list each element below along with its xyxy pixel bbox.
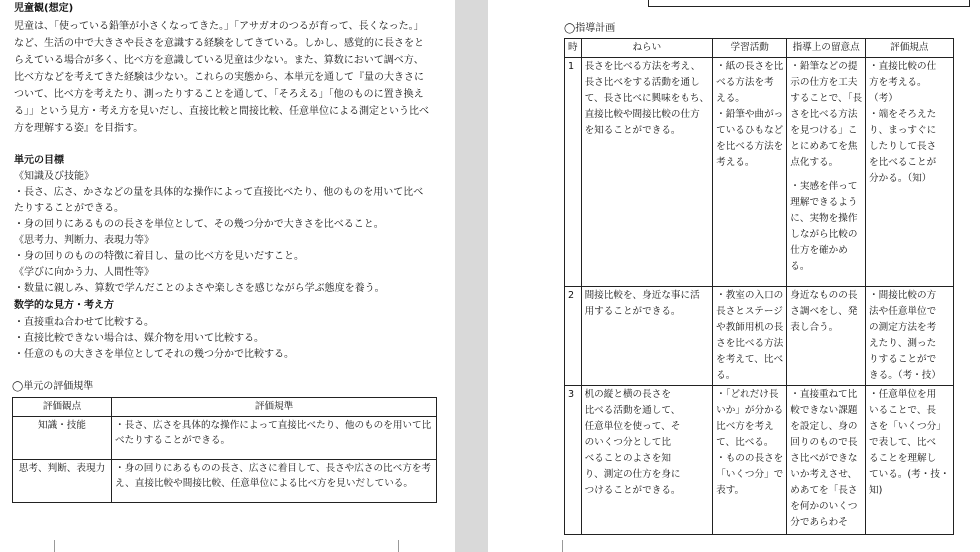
plan-activity [713, 386, 787, 535]
notes-line: 仕方を確かめ [790, 245, 848, 256]
notes-line: 示の仕方を工夫 [790, 77, 858, 88]
rubric-criteria-line: ・長さ、広さを具体的な操作によって直接比べたり、他のものを用いて比 [115, 420, 432, 431]
evaluation-line: したりして長さ [869, 141, 937, 152]
notes-line: を何かのいくつ [790, 501, 858, 512]
aim-line: 比べる活動を通して、 [584, 405, 681, 416]
activity-line: る。 [716, 370, 736, 381]
child-view-line: など、生活の中で大きさや長さを意識する経験をしてきている。しかし、感覚的に長さをと [14, 38, 424, 49]
plan-time: 2 [565, 287, 582, 386]
plan-header-aim: ねらい [581, 39, 713, 58]
evaluation-line: ることを理解し [869, 453, 937, 464]
notes-line: に、実物を操作 [790, 213, 858, 224]
activity-line: ・「どれだけ長 [716, 389, 779, 400]
notes-line: ・鉛筆などの提 [790, 61, 858, 72]
rubric-criteria-line: べたりすることができる。 [115, 435, 231, 446]
teaching-plan-table [564, 38, 954, 535]
notes-line: することで、「長 [790, 93, 863, 104]
activity-line: を比べる方法を [716, 141, 784, 152]
goal-line: ・数量に親しみ、算数で学んだことのよさや楽しさを感じながら学ぶ態度を養う。 [14, 283, 385, 294]
activity-line: 表す。 [716, 485, 745, 496]
rubric-aspect: 知識・技能 [13, 417, 112, 460]
plan-time: 3 [565, 386, 582, 535]
math-view-heading: 数学的な見方・考え方 [14, 300, 114, 311]
notes-line: 理解できるよう [790, 197, 858, 208]
evaluation-line: り、まっすぐに [869, 125, 937, 136]
notes-line: 身近なものの長 [790, 290, 858, 301]
notes-line: さ調べをし、発 [790, 306, 858, 317]
aim-line: 任意単位を使って、そ [584, 421, 681, 432]
plan-row [565, 287, 954, 386]
activity-line: いか」が分かる [716, 405, 784, 416]
notes-line: いか考えさせ、 [790, 469, 858, 480]
notes-line: 較できない課題 [790, 405, 858, 416]
notes-line: を設定し、身の [790, 421, 858, 432]
activity-line: や教師用机の長 [716, 322, 784, 333]
plan-notes [787, 386, 866, 535]
plan-row [565, 386, 954, 535]
activity-line: さを比べる方法 [716, 338, 784, 349]
plan-row [565, 58, 954, 287]
math-view-line: ・直接比較できない場合は、媒介物を用いて比較する。 [14, 333, 264, 344]
aim-line: 直接比較や間接比較の仕方 [584, 109, 700, 120]
evaluation-line: えたり、測った [869, 338, 937, 349]
rubric-heading: ◯単元の評価規準 [12, 381, 94, 392]
activity-line: 考える。 [716, 157, 755, 168]
goal-line: ・身の回りのものの特徴に着目し、量の比べ方を見いだすこと。 [14, 251, 304, 262]
plan-notes [787, 287, 866, 386]
aim-line: 長さを比べる方法を考え、 [584, 61, 701, 72]
notes-line: めあてを「長さ [790, 485, 858, 496]
evaluation-line: で表して、比べ [869, 437, 937, 448]
notes-line: 回りのもので長 [790, 437, 858, 448]
evaluation-line: 知) [869, 485, 883, 496]
goal-line: 《学びに向かう力、人間性等》 [14, 267, 154, 278]
page-corner-mark [44, 540, 55, 552]
plan-evaluation [866, 58, 954, 287]
rubric-criteria-line: ・身の回りにあるものの長さ、広さに着目して、長さや広さの比べ方を考 [115, 463, 432, 474]
plan-notes [787, 58, 866, 287]
plan-activity [713, 58, 787, 287]
plan-aim [581, 386, 713, 535]
child-view-heading: 児童観(想定) [14, 3, 74, 14]
evaluation-line: 方を考える。 [869, 77, 927, 88]
plan-time: 1 [565, 58, 582, 287]
child-view-line: らえている場合が多く、比べ方を意識している児童は少ない。また、算数において調べ方、 [14, 55, 424, 66]
notes-line: さ比べができな [790, 453, 858, 464]
unit-goal-heading: 単元の目標 [14, 155, 64, 166]
aim-line: 用することができる。 [584, 306, 681, 317]
left-document-page [0, 0, 455, 552]
plan-aim [581, 287, 713, 386]
notes-line: 表し合う。 [790, 322, 839, 333]
plan-evaluation [866, 386, 954, 535]
evaluation-line: りすることがで [869, 354, 937, 365]
activity-line: ・教室の入口の [716, 290, 784, 301]
activity-line: ているひもなど [716, 125, 784, 136]
child-view-line: ついて、比べ方を考えたり、測ったりすることを通して、「そろえる」「他のものに置き換え [14, 89, 424, 100]
evaluation-line: 法や任意単位で [869, 306, 937, 317]
evaluation-line: ・端をそろえた [869, 109, 937, 120]
previous-table-edge [648, 0, 970, 7]
math-view-line: ・任意のもの大きさを単位としてそれの幾つ分かで比較する。 [14, 349, 294, 360]
evaluation-line: さを「いくつ分」 [869, 421, 946, 432]
activity-line: ・紙の長さを比 [716, 61, 784, 72]
plan-header-activity: 学習活動 [713, 39, 787, 58]
rubric-row [13, 460, 437, 503]
aim-line: り、測定の仕方を身に [584, 469, 681, 480]
rubric-row [13, 417, 437, 460]
evaluation-line: を比べることが [869, 157, 937, 168]
rubric-criteria-line: え、直接比較や間接比較、任意単位による比べ方を見いだしている。 [115, 478, 413, 489]
notes-line: 点化する。 [790, 157, 839, 168]
goal-line: ・長さ、広さ、かさなどの量を具体的な操作によって直接比べたり、他のものを用いて比べ [14, 187, 424, 198]
aim-line: 机の縦と横の長さを [584, 389, 671, 400]
plan-aim [581, 58, 713, 287]
notes-line: さを比べる方法 [790, 109, 858, 120]
notes-line: 分であらわそ [790, 517, 848, 528]
page-corner-mark [398, 540, 409, 552]
math-view-line: ・直接重ね合わせて比較する。 [14, 317, 154, 328]
rubric-criteria [112, 417, 437, 460]
page-corner-mark [552, 540, 563, 552]
activity-line: 「いくつ分」で [716, 469, 784, 480]
rubric-header-aspect: 評価観点 [13, 398, 112, 417]
activity-line: を考えて、比べ [716, 354, 784, 365]
child-view-line: る」」という見方・考え方を見いだし、直接比較と間接比較、任意単位による測定という比べ [14, 106, 429, 117]
activity-line: ・ものの長さを [716, 453, 784, 464]
right-document-page [488, 0, 980, 552]
rubric-header-criteria: 評価規準 [112, 398, 437, 417]
plan-header-notes: 指導上の留意点 [787, 39, 866, 58]
activity-line: べる方法を考 [716, 77, 774, 88]
teaching-plan-heading: ◯指導計画 [564, 23, 616, 34]
evaluation-line: ている。(考・技・ [869, 469, 950, 480]
plan-header-time: 時 [565, 39, 582, 58]
child-view-line: 児童は、「使っている鉛筆が小さくなってきた。」「アサガオのつるが育って、長くなった。」 [14, 21, 424, 32]
plan-activity [713, 287, 787, 386]
aim-line: を知ることができる。 [584, 125, 681, 136]
aim-line: 間接比較を、身近な事に活 [584, 290, 700, 301]
activity-line: 長さとステージ [716, 306, 783, 317]
notes-line: とにめあてを焦 [790, 141, 858, 152]
activity-line: える。 [716, 93, 745, 104]
aim-line: て、長さ比べに興味をもち、 [584, 93, 710, 104]
aim-line: 長さ比べをする活動を通し [584, 77, 700, 88]
goal-line: 《知識及び技能》 [14, 171, 94, 182]
goal-line: 《思考力、判断力、表現力等》 [14, 235, 154, 246]
evaluation-line: ・間接比較の方 [869, 290, 937, 301]
plan-header-evaluation: 評価規点 [866, 39, 954, 58]
evaluation-line: ・直接比較の仕 [869, 61, 937, 72]
evaluation-line: ・任意単位を用 [869, 389, 937, 400]
evaluation-line: の測定方法を考 [869, 322, 937, 333]
goal-line: たりすることができる。 [14, 203, 124, 214]
notes-line: ・実感を伴って [790, 181, 858, 192]
activity-line: 比べ方を考え [716, 421, 774, 432]
activity-line: て、比べる。 [716, 437, 774, 448]
child-view-line: 比べ方などを考えてきた経験は少ない。これらの実態から、本単元を通して『量の大きさに [14, 72, 424, 83]
child-view-line: 方を理解する姿』を目指す。 [14, 123, 144, 134]
evaluation-line: 分かる。（知） [869, 173, 932, 184]
notes-line: る。 [790, 261, 810, 272]
aim-line: つけることができる。 [584, 485, 681, 496]
evaluation-line: きる。（考・技） [869, 370, 941, 381]
rubric-aspect: 思考、判断、表現力 [13, 460, 112, 503]
evaluation-rubric-table [12, 397, 437, 503]
evaluation-line: いることで、長 [869, 405, 937, 416]
aim-line: のいくつ分として比 [584, 437, 671, 448]
evaluation-line: （考） [869, 93, 898, 104]
activity-line: ・鉛筆や曲がっ [716, 109, 784, 120]
notes-line: ・直接重ねて比 [790, 389, 858, 400]
notes-line: しながら比較の [790, 229, 858, 240]
goal-line: ・身の回りにあるものの長さを単位として、その幾つ分かで大きさを比べること。 [14, 219, 384, 230]
aim-line: べることのよさを知 [584, 453, 671, 464]
notes-line: を見つける」こ [790, 125, 858, 136]
plan-evaluation [866, 287, 954, 386]
rubric-criteria [112, 460, 437, 503]
